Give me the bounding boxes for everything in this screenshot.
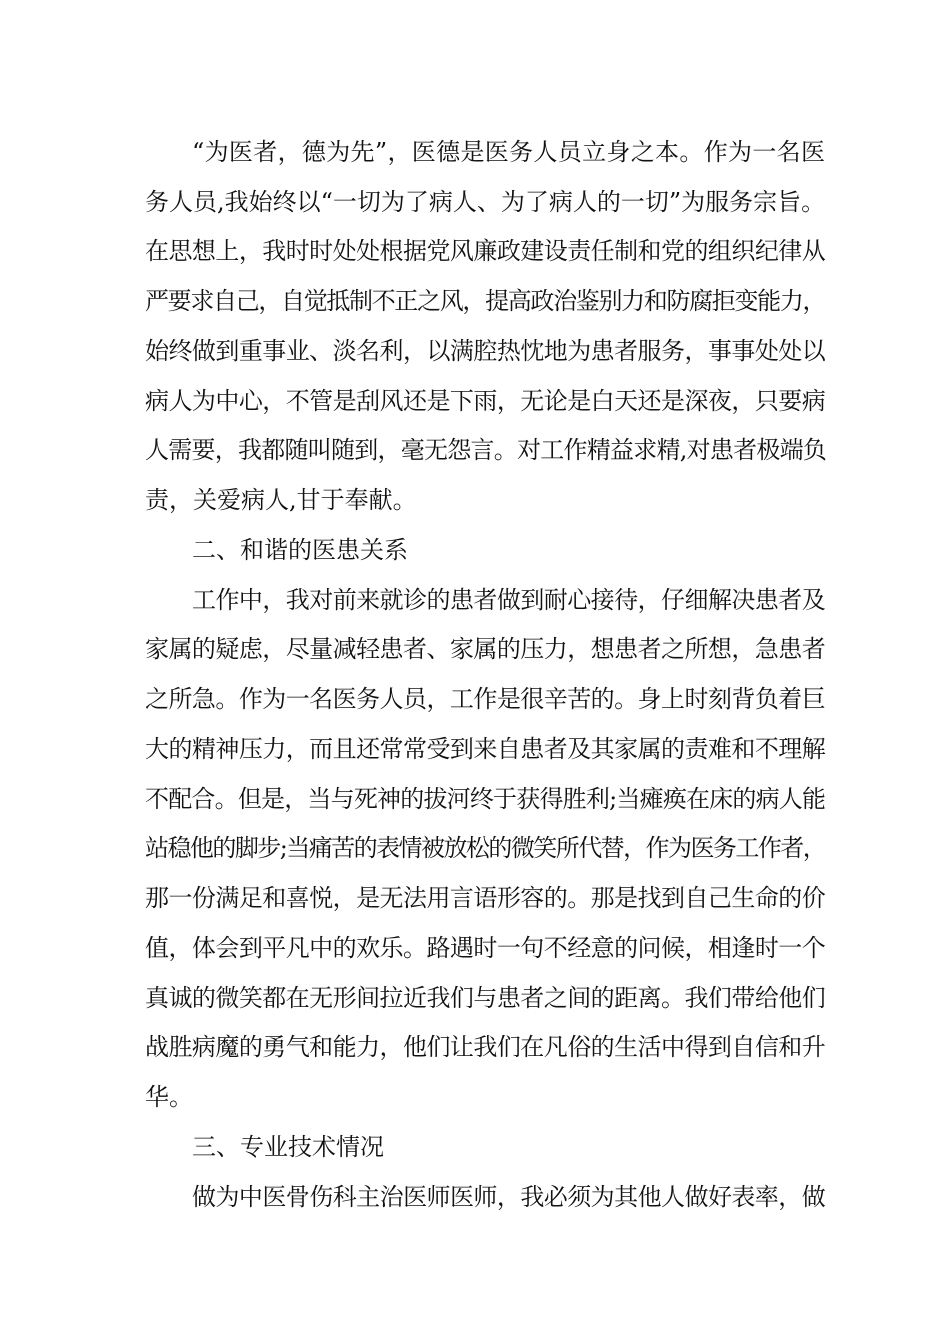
paragraph-1-line-5: 始终做到重事业、淡名利，以满腔热忱地为患者服务，事事处处以 bbox=[145, 337, 825, 365]
paragraph-2-line-10: 战胜病魔的勇气和能力，他们让我们在凡俗的生活中得到自信和升 bbox=[145, 1033, 825, 1061]
section-heading-2: 二、和谐的医患关系 bbox=[192, 536, 408, 564]
section-heading-3: 三、专业技术情况 bbox=[192, 1133, 384, 1161]
paragraph-2-line-6: 站稳他的脚步;当痛苦的表情被放松的微笑所代替，作为医务工作者， bbox=[145, 834, 825, 862]
paragraph-2-line-3: 之所急。作为一名医务人员，工作是很辛苦的。身上时刻背负着巨 bbox=[145, 685, 825, 713]
paragraph-2-line-4: 大的精神压力，而且还常常受到来自患者及其家属的责难和不理解 bbox=[145, 735, 825, 763]
paragraph-1-line-4: 严要求自己，自觉抵制不正之风，提高政治鉴别力和防腐拒变能力， bbox=[145, 287, 825, 315]
paragraph-2-line-1: 工作中，我对前来就诊的患者做到耐心接待，仔细解决患者及 bbox=[192, 586, 825, 614]
paragraph-1-line-2: 务人员,我始终以“一切为了病人、为了病人的一切”为服务宗旨。 bbox=[145, 188, 826, 216]
paragraph-1-line-8: 责，关爱病人,甘于奉献。 bbox=[145, 486, 417, 514]
paragraph-3-line-1: 做为中医骨伤科主治医师医师，我必须为其他人做好表率，做 bbox=[192, 1183, 825, 1211]
paragraph-2-line-8: 值，体会到平凡中的欢乐。路遇时一句不经意的问候，相逢时一个 bbox=[145, 934, 825, 962]
paragraph-2-line-2: 家属的疑虑，尽量减轻患者、家属的压力，想患者之所想，急患者 bbox=[145, 635, 825, 663]
paragraph-2-line-9: 真诚的微笑都在无形间拉近我们与患者之间的距离。我们带给他们 bbox=[145, 984, 825, 1012]
paragraph-2-line-11: 华。 bbox=[145, 1083, 193, 1111]
paragraph-1-line-3: 在思想上，我时时处处根据党风廉政建设责任制和党的组织纪律从 bbox=[145, 237, 825, 265]
paragraph-1-line-7: 人需要，我都随叫随到，毫无怨言。对工作精益求精,对患者极端负 bbox=[145, 436, 827, 464]
paragraph-2-line-7: 那一份满足和喜悦，是无法用言语形容的。那是找到自己生命的价 bbox=[145, 884, 825, 912]
paragraph-2-line-5: 不配合。但是，当与死神的拔河终于获得胜利;当瘫痪在床的病人能 bbox=[145, 785, 825, 813]
paragraph-1-line-1: “为医者，德为先”，医德是医务人员立身之本。作为一名医 bbox=[192, 138, 825, 166]
paragraph-1-line-6: 病人为中心，不管是刮风还是下雨，无论是白天还是深夜，只要病 bbox=[145, 387, 825, 415]
